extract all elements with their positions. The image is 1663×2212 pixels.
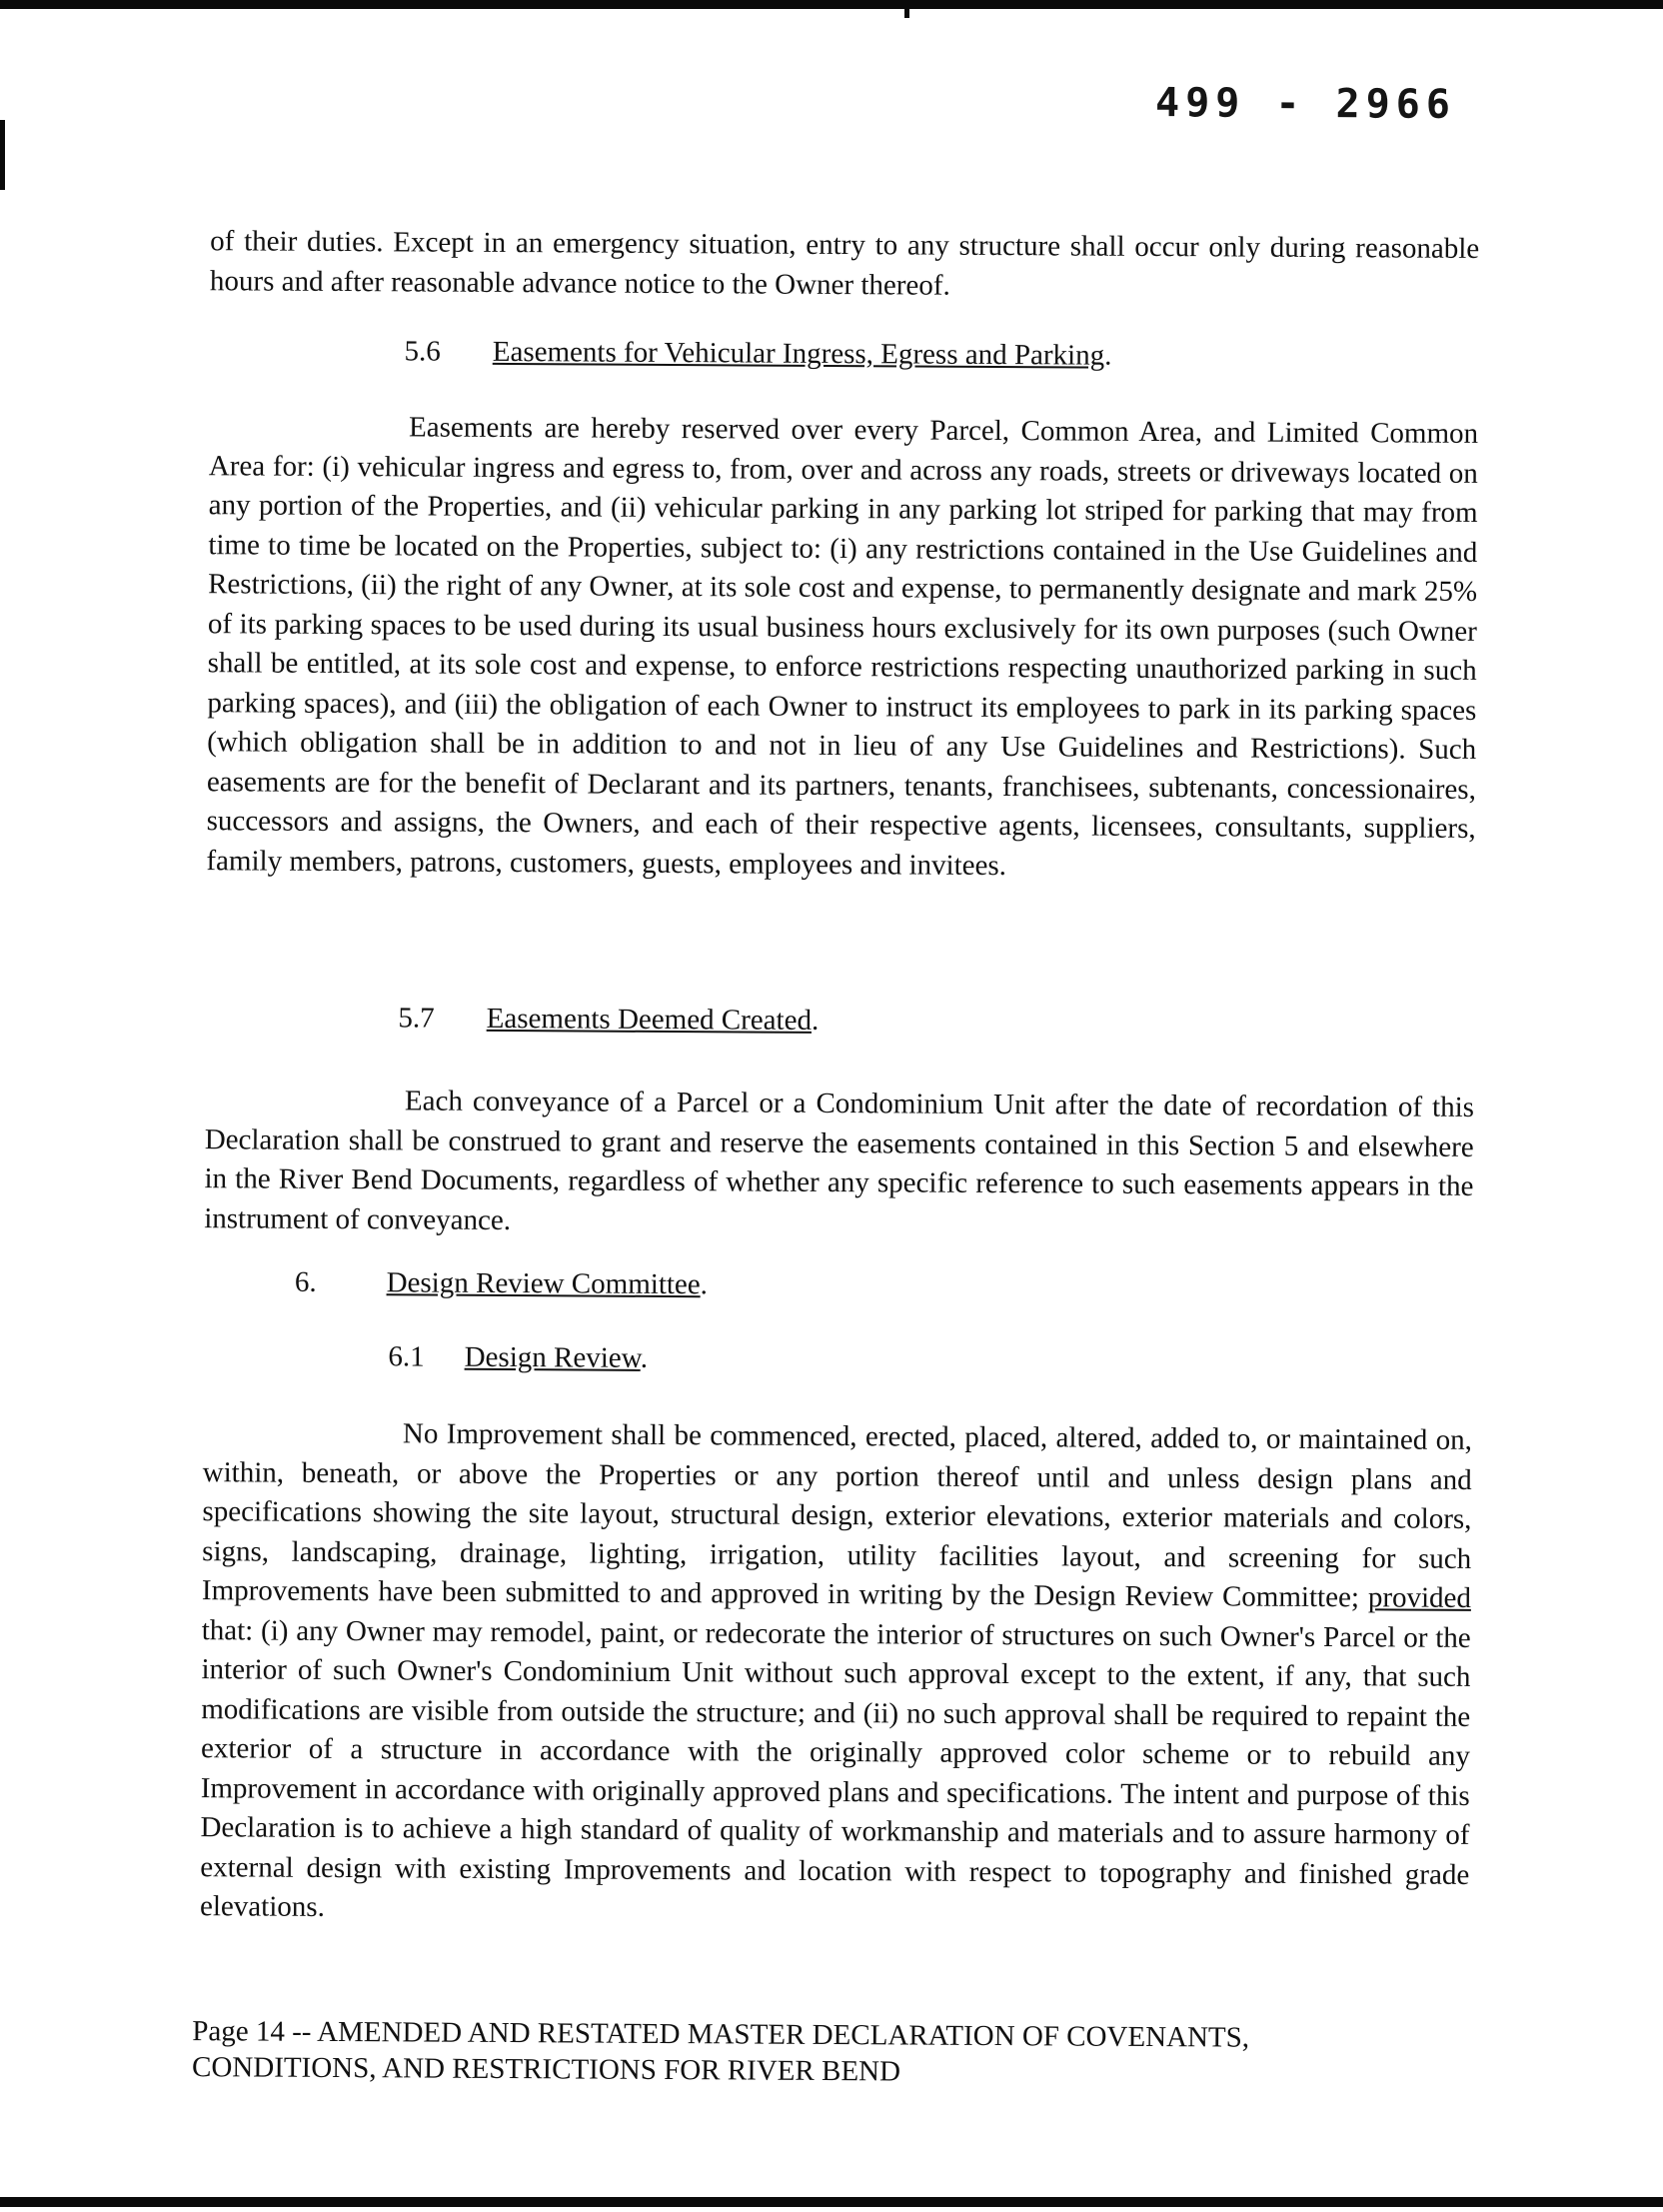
section-5-6-body: Easements are hereby reserved over every Parcel, Common Area, and Limited Common Area for: (i) vehicular ingress and egress to, from, over and across any roads, streets or driveways located on any portion of the Properties, and (ii) vehicular parking in any parking lot striped for parking that may from time to time be located on the Properties, subject to: (i) any restrictions contained in the Use Guidelines and Restrictions, (ii) the right of any Owner, at its sole cost and expense, to permanently designate and mark 25% of its parking spaces to be used during its usual business hours exclusively for its own purposes (such Owner shall be entitled, at its sole cost and expense, to enforce restrictions respecting unauthorized parking in such parking spaces), and (iii) the obligation of each Owner to instruct its employees to park in its parking spaces (which obligation shall be in addition to and not in lieu of any Use Guidelines and Restrictions). Such easements are for the benefit of Declarant and its partners, tenants, franchisees, subtenants, concessionaires, successors and assigns, the Owners, and each of their respective agents, licensees, consultants, suppliers, family members, patrons, customers, guests, employees and invitees. <box>206 411 1479 882</box>
section-6-heading: 6. Design Review Committee. <box>294 1265 709 1301</box>
section-5-7-body: Each conveyance of a Parcel or a Condominium Unit after the date of recordation of this Declaration shall be construed to grant and reserve the easements contained in this Section 5 and elsewhere in the River Bend Documents, regardless of whether any specific reference to such easements appears in the instrument of conveyance. <box>204 1085 1475 1236</box>
section-5-7-heading: 5.7 Easements Deemed Created. <box>398 1002 820 1037</box>
continuation-paragraph: of their duties. Except in an emergency situation, entry to any structure shall occur only during reasonable hours and after reasonable advance notice to the Owner thereof. <box>209 225 1480 302</box>
section-5-7-title: Easements Deemed Created <box>486 1002 813 1037</box>
section-6-number: 6. <box>294 1265 317 1298</box>
section-5-6-number: 5.6 <box>404 335 441 368</box>
provided-term: provided <box>1367 1581 1472 1614</box>
section-6-1-body-end: that: (i) any Owner may remodel, paint, or redecorate the interior of structures on such Owner's Parcel or the interior of such Owner's Condominium Unit without such approval except to the extent, if any, that such modifications are visible from outside the structure; and (ii) no such approval shall be required to repaint the exterior of a structure in accordance with the originally approved color scheme or to rebuild any Improvement in accordance with originally approved plans and specifications. The intent and purpose of this Declaration is to achieve a high standard of quality of workmanship and materials and to assure harmony of external design with existing Improvements and location with respect to topography and finished grade elevations. <box>199 1613 1471 1923</box>
section-6-1-body <box>200 1413 1472 1934</box>
section-6-1-heading: 6.1 Design Review. <box>388 1340 649 1374</box>
section-6-title: Design Review Committee <box>386 1266 701 1301</box>
section-5-6-title: Easements for Vehicular Ingress, Egress and Parking <box>492 335 1105 372</box>
document-number: 499 - 2966 <box>1154 79 1457 128</box>
section-6-1-body-start: No Improvement shall be commenced, erected, placed, altered, added to, or maintained on, within, beneath, or above the Properties or any portion thereof until and unless design plans and specifications showing the site layout, structural design, exterior elevations, exterior materials and colors, signs, landscaping, drainage, lighting, irrigation, utility facilities layout, and screening for such Improvements have been submitted to and approved in writing by the Design Review Committee; <box>201 1417 1473 1614</box>
scan-left-mark <box>0 120 5 190</box>
section-5-6-heading: 5.6 Easements for Vehicular Ingress, Egress and Parking. <box>404 335 1112 372</box>
footer-line-2: CONDITIONS, AND RESTRICTIONS FOR RIVER BEND <box>191 2051 901 2088</box>
section-5-7-number: 5.7 <box>398 1002 435 1035</box>
section-6-1-number: 6.1 <box>388 1340 425 1373</box>
section-6-1-title: Design Review <box>464 1340 641 1374</box>
page-footer <box>192 2013 1491 2093</box>
footer-line-1: Page 14 -- AMENDED AND RESTATED MASTER DECLARATION OF COVENANTS, <box>192 2015 1250 2054</box>
